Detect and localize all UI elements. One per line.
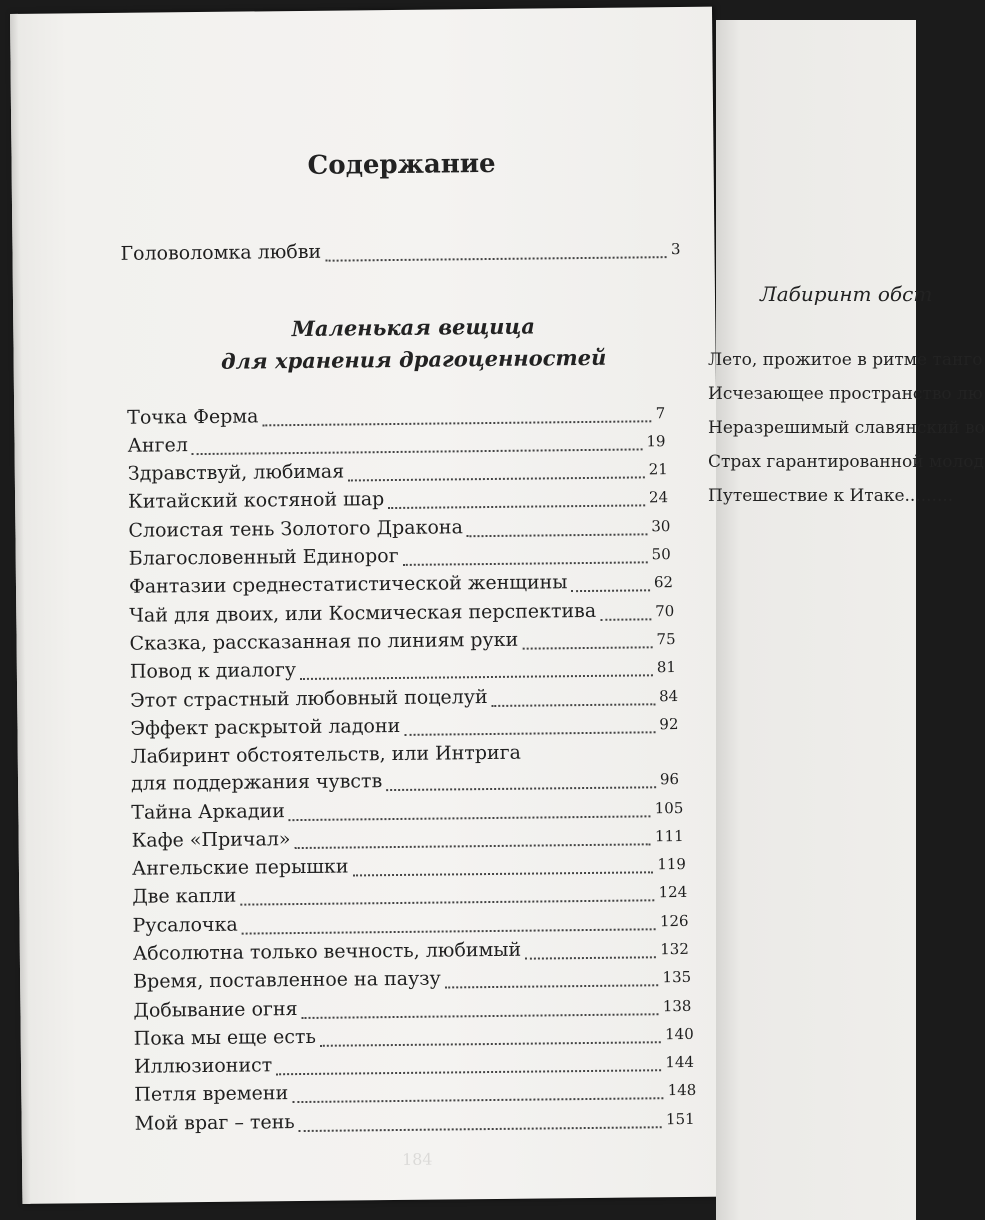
toc-entry-title: Петля времени [134,1082,289,1106]
toc-entry-page: 111 [654,826,684,846]
toc-entry-page: 75 [656,630,676,649]
toc-entry-page: 81 [656,658,676,677]
toc-entry-title: Здравствуй, любимая [127,460,345,485]
dot-leader [320,1041,661,1047]
dot-leader [571,589,650,592]
toc-entry [128,485,668,519]
toc-entry-page: 70 [655,602,675,621]
dot-leader [295,843,652,849]
dot-leader [348,476,645,481]
toc-entry-title: Китайский костяной шар [127,488,385,513]
toc-entry-title: Благословенный Единорог [128,544,399,570]
toc-entry-page: 151 [665,1109,695,1129]
toc-entry-title: Точка Ферма [127,405,259,429]
dot-leader [403,561,648,566]
toc-entry-title: Мой враг – тень [134,1111,295,1135]
toc-entry-title: Фантазии среднестатистической женщины [128,571,568,598]
dot-leader [276,1069,661,1075]
section-heading-line1: Маленькая вещица [291,313,536,342]
toc-entry [134,1078,696,1112]
dot-leader [492,703,655,707]
dot-leader [445,984,659,988]
left-book-page [10,7,724,1204]
dot-leader [300,674,653,680]
toc-entry-page: 144 [665,1052,695,1072]
toc-entry-page: 30 [651,517,671,536]
right-toc-line: Путешествие к Итаке......... [708,486,954,506]
right-section-title: Лабиринт обст [760,282,933,306]
dot-leader [600,618,651,621]
toc-entry-page: 135 [662,967,692,987]
toc-entry-title: Русалочка [132,913,238,937]
dot-leader [292,1097,663,1103]
toc-entry-title: Пока мы еще есть [133,1025,316,1050]
toc-entry-title: Абсолютна только вечность, любимый [132,938,522,965]
dot-leader [353,871,654,876]
dot-leader [240,899,654,905]
dot-leader [388,504,645,509]
toc-entry-page: 3 [670,239,681,259]
dot-leader [467,533,647,537]
dot-leader [192,448,643,455]
toc-entry-page: 126 [659,911,689,931]
dot-leader [525,956,656,959]
toc-entry-page: 19 [646,432,666,451]
toc-entry-title: Время, поставленное на паузу [133,967,441,993]
toc-entry-title: Сказка, рассказанная по линиям руки [129,628,519,655]
toc-entry-title: Ангельские перышки [131,855,349,880]
toc-entry-title: Чай для двоих, или Космическая перспектива [129,599,597,627]
toc-entry-title: Ангел [127,434,188,457]
toc-entry-title: Головоломка любви [120,240,322,265]
right-toc-line: Неразрешимый славянский во [708,418,985,438]
toc-entry-title: Слоистая тень Золотого Дракона [128,516,463,542]
section-heading-line2: для хранения драгоценностей [220,344,607,374]
dot-leader [522,646,652,649]
toc-entry-title: Кафе «Причал» [131,828,291,852]
dot-leader [263,420,652,426]
toc-entry [135,1107,695,1141]
toc-entry-title: для поддержания чувств [130,770,383,795]
toc-entry-page: 7 [655,404,666,423]
toc-entry [133,965,691,999]
toc-entry-page: 24 [648,488,669,507]
toc-entry-title: Повод к диалогу [129,659,297,683]
dot-leader [386,786,656,791]
right-toc-line: Страх гарантированной молод [708,452,984,472]
toc-entry-title: Эффект раскрытой ладони [130,714,401,740]
toc-entry-page: 132 [660,939,689,959]
toc-entry-page: 92 [659,715,679,734]
page-number-showthrough: 184 [401,1149,433,1169]
toc-entry-title: Тайна Аркадии [131,800,285,824]
toc-entry-page: 138 [662,996,692,1016]
toc-entry-title: Лабиринт обстоятельств, или Интрига [130,741,522,768]
toc-entry-first [120,237,680,271]
toc-entry [131,767,679,801]
toc-entry-page: 96 [659,770,680,789]
toc-entry-title: Иллюзионист [133,1054,273,1078]
toc-entry [130,655,676,689]
right-book-page [708,20,985,1220]
toc-entry [132,880,687,914]
toc-entry-title: Этот страстный любовный поцелуй [130,686,488,712]
dot-leader [325,256,667,262]
dot-leader [299,1126,662,1132]
toc-entry-page: 84 [658,687,679,706]
toc-entry-title: Две капли [132,884,237,908]
dot-leader [242,928,656,934]
right-toc-line: Лето, прожитое в ритме танго [708,350,983,370]
dot-leader [289,815,651,821]
toc-entry-page: 105 [654,798,684,818]
toc-entry-page: 21 [648,460,668,479]
toc-entry-title: Добывание огня [133,998,298,1022]
dot-leader [302,1013,659,1019]
toc-entry-page: 119 [657,854,687,874]
toc-entry-page: 148 [667,1080,697,1100]
page-title: Содержание [307,148,496,181]
toc-entry-page: 50 [651,545,671,564]
toc-entry [129,570,673,604]
right-toc-line: Исчезающее пространство лю [708,384,983,404]
toc-entry-page: 140 [664,1024,694,1044]
toc-entry-page: 62 [653,573,674,592]
toc-entry-page: 124 [658,882,688,902]
dot-leader [404,731,655,736]
